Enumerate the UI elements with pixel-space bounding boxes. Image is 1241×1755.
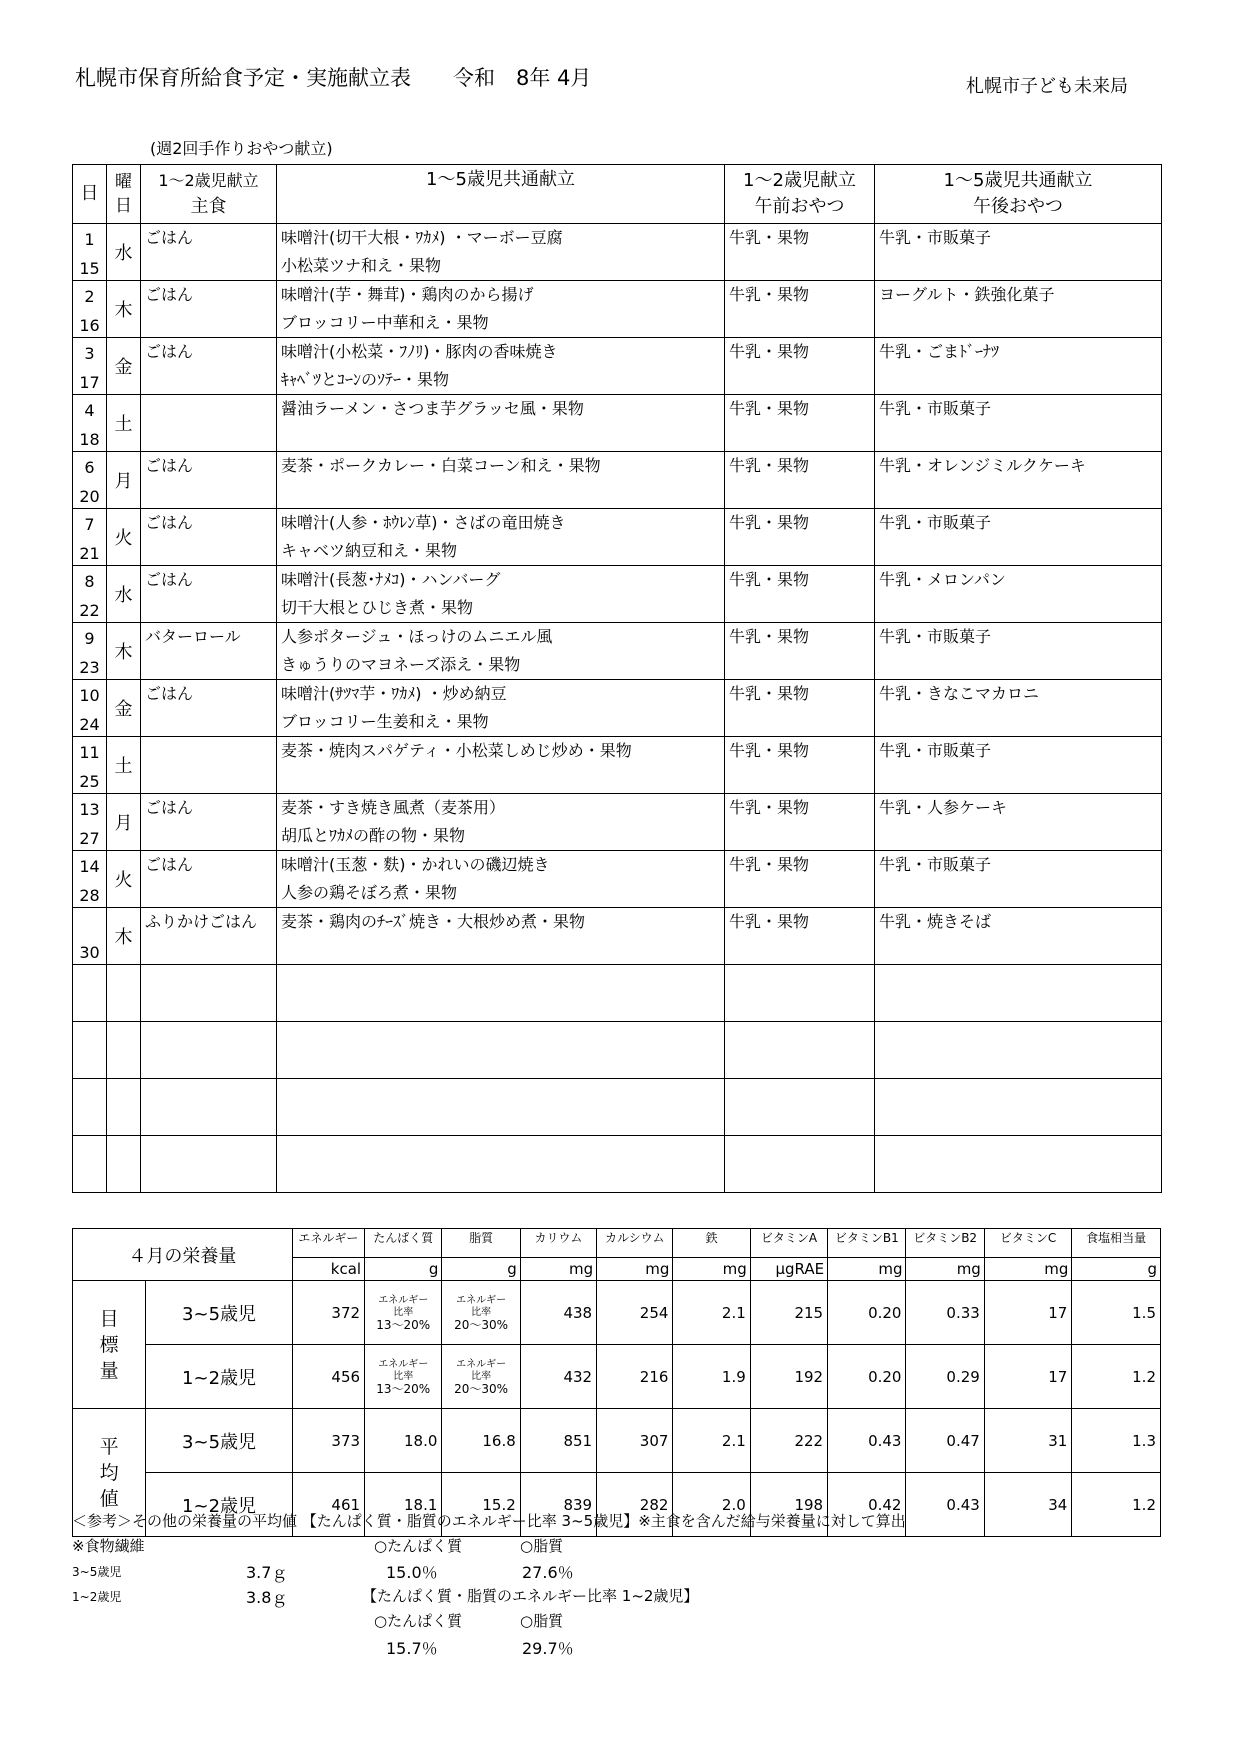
fiber-12-value: 3.8ｇ (246, 1588, 288, 1607)
date-cell (73, 224, 107, 281)
staple-cell (141, 965, 277, 1022)
organization-name: 札幌市子ども未来局 (966, 76, 1128, 97)
day-of-week: 月 (107, 794, 141, 851)
day-of-week: 金 (107, 338, 141, 395)
fat-label-35: ○脂質 (520, 1537, 564, 1555)
unit-vitamin-b2: mg (906, 1258, 984, 1281)
col-iron: 鉄 (673, 1229, 750, 1258)
col-energy: エネルギー (292, 1229, 364, 1258)
staple-cell (141, 1079, 277, 1136)
date-cell (73, 737, 107, 794)
am-snack-cell: 牛乳・果物 (725, 224, 875, 281)
protein-label-12: ○たんぱく質 (374, 1612, 463, 1630)
date-second: 16 (79, 316, 100, 335)
day-of-week (107, 965, 141, 1022)
staple-cell: ごはん (141, 281, 277, 338)
calcium-value: 254 (597, 1281, 673, 1345)
col-fat: 脂質 (442, 1229, 520, 1258)
salt-value: 1.3 (1072, 1409, 1161, 1473)
menu-row (73, 338, 1162, 395)
age-group: 1~2歳児 (146, 1345, 293, 1409)
header-common-menu: 1～5歳児共通献立 (277, 165, 725, 224)
ratio-12-fat: 29.7％ (522, 1639, 574, 1658)
date-cell (73, 851, 107, 908)
age-group: 1~2歳児 (146, 1473, 293, 1537)
date-first: 1 (84, 230, 95, 249)
pm-snack-cell: 牛乳・市販菓子 (875, 737, 1162, 794)
date-first: 2 (84, 287, 95, 306)
day-of-week: 金 (107, 680, 141, 737)
unit-salt: g (1072, 1258, 1161, 1281)
iron-value: 2.1 (673, 1409, 750, 1473)
staple-cell (141, 1136, 277, 1193)
date-cell (73, 1079, 107, 1136)
date-first: 14 (79, 857, 100, 876)
menu-row (73, 623, 1162, 680)
menu-row (73, 965, 1162, 1022)
common-menu-cell (277, 1022, 725, 1079)
common-menu-cell (277, 566, 725, 623)
target-label: 目 標 量 (73, 1281, 146, 1409)
date-cell (73, 566, 107, 623)
date-first: 6 (84, 458, 95, 477)
am-snack-cell: 牛乳・果物 (725, 851, 875, 908)
day-of-week: 土 (107, 395, 141, 452)
date-second: 17 (79, 373, 100, 392)
staple-cell: ごはん (141, 338, 277, 395)
date-cell (73, 965, 107, 1022)
salt-value: 1.5 (1072, 1281, 1161, 1345)
date-second: 30 (79, 943, 100, 962)
pm-snack-cell: 牛乳・人参ケーキ (875, 794, 1162, 851)
age-group: 3~5歳児 (146, 1281, 293, 1345)
staple-cell: ごはん (141, 794, 277, 851)
day-of-week (107, 1136, 141, 1193)
header-am-snack: 1～2歳児献立 午前おやつ (725, 165, 875, 224)
menu-table (72, 164, 1162, 1193)
date-first: 4 (84, 401, 95, 420)
date-second: 28 (79, 886, 100, 905)
header-date: 日 (73, 165, 107, 224)
date-second: 18 (79, 430, 100, 449)
day-of-week: 月 (107, 452, 141, 509)
menu-row (73, 1136, 1162, 1193)
am-snack-cell: 牛乳・果物 (725, 452, 875, 509)
common-menu-line1: 麦茶・焼肉スパゲティ・小松菜しめじ炒め・果物 (281, 741, 632, 760)
day-of-week: 土 (107, 737, 141, 794)
ratio-35-fat: 27.6％ (522, 1563, 574, 1582)
vitA-value: 198 (750, 1473, 827, 1537)
day-of-week: 木 (107, 623, 141, 680)
menu-row (73, 281, 1162, 338)
ratio-35-protein: 15.0％ (386, 1563, 438, 1582)
date-cell (73, 1022, 107, 1079)
day-of-week: 水 (107, 566, 141, 623)
staple-cell (141, 737, 277, 794)
vitB2-value: 0.29 (906, 1345, 984, 1409)
fat-label-12: ○脂質 (520, 1612, 564, 1630)
common-menu-line1: 麦茶・すき焼き風煮（麦茶用） (281, 798, 506, 817)
vitC-value: 34 (984, 1473, 1072, 1537)
vitB1-value: 0.20 (828, 1281, 906, 1345)
date-cell (73, 281, 107, 338)
am-snack-cell: 牛乳・果物 (725, 566, 875, 623)
common-menu-cell (277, 1136, 725, 1193)
menu-header-row (73, 165, 1162, 224)
calcium-value: 282 (597, 1473, 673, 1537)
date-first: 8 (84, 572, 95, 591)
fiber-35-label: 3~5歳児 (72, 1565, 122, 1579)
menu-row (73, 737, 1162, 794)
menu-row (73, 224, 1162, 281)
col-vitamin-b1: ビタミンB1 (828, 1229, 906, 1258)
day-of-week (107, 1079, 141, 1136)
am-snack-cell (725, 1136, 875, 1193)
am-snack-cell: 牛乳・果物 (725, 395, 875, 452)
col-calcium: カルシウム (597, 1229, 673, 1258)
menu-row (73, 680, 1162, 737)
common-menu-line1: 味噌汁(ｻﾂﾏ芋・ﾜｶﾒ) ・炒め納豆 (281, 684, 507, 703)
col-potassium: カリウム (520, 1229, 596, 1258)
average-row (73, 1409, 1161, 1473)
common-menu-cell (277, 281, 725, 338)
vitB1-value: 0.42 (828, 1473, 906, 1537)
date-first: 3 (84, 344, 95, 363)
pm-snack-cell: 牛乳・市販菓子 (875, 509, 1162, 566)
pm-snack-cell: 牛乳・市販菓子 (875, 623, 1162, 680)
unit-iron: mg (673, 1258, 750, 1281)
am-snack-cell: 牛乳・果物 (725, 509, 875, 566)
menu-row (73, 908, 1162, 965)
vitB2-value: 0.47 (906, 1409, 984, 1473)
day-of-week: 火 (107, 851, 141, 908)
vitC-value: 17 (984, 1281, 1072, 1345)
unit-vitamin-a: μgRAE (750, 1258, 827, 1281)
iron-value: 2.1 (673, 1281, 750, 1345)
fiber-12-label: 1~2歳児 (72, 1590, 122, 1604)
common-menu-line1: 味噌汁(小松菜・ﾌﾉﾘ)・豚肉の香味焼き (281, 342, 558, 361)
fat-value: 16.8 (442, 1409, 520, 1473)
menu-row (73, 1022, 1162, 1079)
header-pm-snack: 1～5歳児共通献立 午後おやつ (875, 165, 1162, 224)
date-cell (73, 623, 107, 680)
day-of-week (107, 1022, 141, 1079)
potassium-value: 839 (520, 1473, 596, 1537)
common-menu-cell (277, 965, 725, 1022)
date-second: 21 (79, 544, 100, 563)
staple-cell: ごはん (141, 224, 277, 281)
common-menu-line1: 醤油ラーメン・さつま芋グラッセ風・果物 (281, 399, 584, 418)
energy-value: 461 (292, 1473, 364, 1537)
staple-cell (141, 395, 277, 452)
potassium-value: 438 (520, 1281, 596, 1345)
date-second: 23 (79, 658, 100, 677)
common-menu-line1: 麦茶・鶏肉のﾁｰｽﾞ焼き・大根炒め煮・果物 (281, 912, 586, 931)
date-cell (73, 395, 107, 452)
fat-ratio: エネルギー 比率 20～30% (442, 1345, 520, 1409)
menu-row (73, 452, 1162, 509)
date-cell (73, 452, 107, 509)
vitB2-value: 0.43 (906, 1473, 984, 1537)
common-menu-line2: 切干大根とひじき煮・果物 (281, 598, 474, 617)
pm-snack-cell (875, 1136, 1162, 1193)
pm-snack-cell: 牛乳・オレンジミルクケーキ (875, 452, 1162, 509)
staple-cell: バターロール (141, 623, 277, 680)
average-label: 平 均 値 (73, 1409, 146, 1537)
common-menu-line2: 小松菜ツナ和え・果物 (281, 256, 442, 275)
date-cell (73, 908, 107, 965)
salt-value: 1.2 (1072, 1473, 1161, 1537)
energy-value: 373 (292, 1409, 364, 1473)
menu-row (73, 1079, 1162, 1136)
unit-protein: g (365, 1258, 442, 1281)
common-menu-cell (277, 452, 725, 509)
staple-cell (141, 1022, 277, 1079)
protein-label-35: ○たんぱく質 (374, 1537, 463, 1555)
vitA-value: 192 (750, 1345, 827, 1409)
am-snack-cell (725, 1022, 875, 1079)
nutrition-table (72, 1228, 1161, 1537)
common-menu-cell (277, 338, 725, 395)
iron-value: 1.9 (673, 1345, 750, 1409)
menu-row (73, 794, 1162, 851)
date-first: 13 (79, 800, 100, 819)
fat-value: 15.2 (442, 1473, 520, 1537)
protein-ratio: エネルギー 比率 13～20% (365, 1281, 442, 1345)
staple-cell: ふりかけごはん (141, 908, 277, 965)
common-menu-line2: キャベツ納豆和え・果物 (281, 541, 458, 560)
page-title: 札幌市保育所給食予定・実施献立表 令和 8年 4月 (75, 66, 592, 90)
staple-cell: ごはん (141, 452, 277, 509)
staple-cell: ごはん (141, 680, 277, 737)
common-menu-line1: 味噌汁(切干大根・ﾜｶﾒ) ・マーボー豆腐 (281, 228, 563, 247)
fat-ratio: エネルギー 比率 20～30% (442, 1281, 520, 1345)
pm-snack-cell: 牛乳・市販菓子 (875, 224, 1162, 281)
am-snack-cell (725, 1079, 875, 1136)
date-second: 20 (79, 487, 100, 506)
date-second: 25 (79, 772, 100, 791)
fiber-label: ※食物繊維 (72, 1537, 145, 1555)
day-of-week: 水 (107, 224, 141, 281)
date-second: 22 (79, 601, 100, 620)
unit-vitamin-b1: mg (828, 1258, 906, 1281)
unit-fat: g (442, 1258, 520, 1281)
date-first: 7 (84, 515, 95, 534)
pm-snack-cell: 牛乳・きなこマカロニ (875, 680, 1162, 737)
date-cell (73, 680, 107, 737)
day-of-week: 木 (107, 281, 141, 338)
staple-cell: ごはん (141, 566, 277, 623)
pm-snack-cell (875, 1079, 1162, 1136)
common-menu-cell (277, 395, 725, 452)
energy-value: 372 (292, 1281, 364, 1345)
date-second: 27 (79, 829, 100, 848)
date-cell (73, 338, 107, 395)
common-menu-line2: きゅうりのマヨネーズ添え・果物 (281, 655, 521, 674)
unit-calcium: mg (597, 1258, 673, 1281)
col-vitamin-b2: ビタミンB2 (906, 1229, 984, 1258)
potassium-value: 851 (520, 1409, 596, 1473)
col-protein: たんぱく質 (365, 1229, 442, 1258)
header-dow: 曜 日 (107, 165, 141, 224)
common-menu-cell (277, 509, 725, 566)
pm-snack-cell (875, 1022, 1162, 1079)
pm-snack-cell: ヨーグルト・鉄強化菓子 (875, 281, 1162, 338)
common-menu-cell (277, 680, 725, 737)
vitA-value: 215 (750, 1281, 827, 1345)
date-first: 11 (79, 743, 100, 762)
am-snack-cell: 牛乳・果物 (725, 338, 875, 395)
common-menu-line2: 胡瓜とﾜｶﾒの酢の物・果物 (281, 826, 466, 845)
menu-row (73, 395, 1162, 452)
common-menu-line1: 味噌汁(人参・ﾎｳﾚﾝ草)・さばの竜田焼き (281, 513, 566, 532)
common-menu-cell (277, 1079, 725, 1136)
common-menu-cell (277, 623, 725, 680)
common-menu-line1: 麦茶・ポークカレー・白菜コーン和え・果物 (281, 456, 601, 475)
pm-snack-cell: 牛乳・メロンパン (875, 566, 1162, 623)
common-menu-cell (277, 224, 725, 281)
pm-snack-cell: 牛乳・焼きそば (875, 908, 1162, 965)
menu-row (73, 509, 1162, 566)
vitB2-value: 0.33 (906, 1281, 984, 1345)
unit-potassium: mg (520, 1258, 596, 1281)
date-cell (73, 509, 107, 566)
reference-heading: ＜参考＞その他の栄養量の平均値 【たんぱく質・脂質のエネルギー比率 3~5歳児】※主食を含んだ給与栄養量に対して算出 (72, 1512, 906, 1530)
date-second: 15 (79, 259, 100, 278)
staple-cell: ごはん (141, 851, 277, 908)
pm-snack-cell: 牛乳・市販菓子 (875, 395, 1162, 452)
pm-snack-cell (875, 965, 1162, 1022)
date-first: 9 (84, 629, 95, 648)
common-menu-cell (277, 908, 725, 965)
common-menu-line1: 味噌汁(長葱･ﾅﾒｺ)・ハンバーグ (281, 570, 501, 589)
protein-value: 18.1 (365, 1473, 442, 1537)
common-menu-line2: 人参の鶏そぼろ煮・果物 (281, 883, 458, 902)
protein-ratio: エネルギー 比率 13～20% (365, 1345, 442, 1409)
nutrition-month-label: ４月の栄養量 (73, 1229, 293, 1281)
common-menu-cell (277, 737, 725, 794)
date-second: 24 (79, 715, 100, 734)
unit-energy: kcal (292, 1258, 364, 1281)
common-menu-line2: ブロッコリー生姜和え・果物 (281, 712, 489, 731)
target-row (73, 1345, 1161, 1409)
am-snack-cell: 牛乳・果物 (725, 623, 875, 680)
energy-value: 456 (292, 1345, 364, 1409)
common-menu-line1: 味噌汁(芋・舞茸)・鶏肉のから揚げ (281, 285, 534, 304)
am-snack-cell: 牛乳・果物 (725, 794, 875, 851)
vitB1-value: 0.20 (828, 1345, 906, 1409)
fiber-35-value: 3.7ｇ (246, 1563, 288, 1582)
col-vitamin-a: ビタミンA (750, 1229, 827, 1258)
target-row (73, 1281, 1161, 1345)
date-cell (73, 794, 107, 851)
vitC-value: 17 (984, 1345, 1072, 1409)
am-snack-cell: 牛乳・果物 (725, 908, 875, 965)
am-snack-cell (725, 965, 875, 1022)
calcium-value: 216 (597, 1345, 673, 1409)
protein-value: 18.0 (365, 1409, 442, 1473)
am-snack-cell: 牛乳・果物 (725, 281, 875, 338)
potassium-value: 432 (520, 1345, 596, 1409)
common-menu-cell (277, 794, 725, 851)
day-of-week: 火 (107, 509, 141, 566)
common-menu-line2: ｷｬﾍﾞﾂとｺｰﾝのｿﾃｰ・果物 (281, 370, 450, 389)
date-cell (73, 1136, 107, 1193)
common-menu-line1: 味噌汁(玉葱・麩)・かれいの磯辺焼き (281, 855, 550, 874)
salt-value: 1.2 (1072, 1345, 1161, 1409)
col-salt: 食塩相当量 (1072, 1229, 1161, 1258)
col-vitamin-c: ビタミンC (984, 1229, 1072, 1258)
calcium-value: 307 (597, 1409, 673, 1473)
menu-subnote: (週2回手作りおやつ献立) (150, 139, 333, 158)
vitC-value: 31 (984, 1409, 1072, 1473)
vitB1-value: 0.43 (828, 1409, 906, 1473)
common-menu-line2: ブロッコリー中華和え・果物 (281, 313, 489, 332)
ratio-12-protein: 15.7％ (386, 1639, 438, 1658)
pm-snack-cell: 牛乳・ごまﾄﾞｰﾅﾂ (875, 338, 1162, 395)
staple-cell: ごはん (141, 509, 277, 566)
am-snack-cell: 牛乳・果物 (725, 680, 875, 737)
day-of-week: 木 (107, 908, 141, 965)
age-group: 3~5歳児 (146, 1409, 293, 1473)
date-first: 10 (79, 686, 100, 705)
menu-row (73, 566, 1162, 623)
vitA-value: 222 (750, 1409, 827, 1473)
header-staple: 1～2歳児献立 主食 (141, 165, 277, 224)
menu-row (73, 851, 1162, 908)
iron-value: 2.0 (673, 1473, 750, 1537)
pm-snack-cell: 牛乳・市販菓子 (875, 851, 1162, 908)
common-menu-cell (277, 851, 725, 908)
am-snack-cell: 牛乳・果物 (725, 737, 875, 794)
unit-vitamin-c: mg (984, 1258, 1072, 1281)
ratio-12-heading: 【たんぱく質・脂質のエネルギー比率 1~2歳児】 (362, 1587, 699, 1605)
common-menu-line1: 人参ポタージュ・ほっけのムニエル風 (281, 627, 553, 646)
